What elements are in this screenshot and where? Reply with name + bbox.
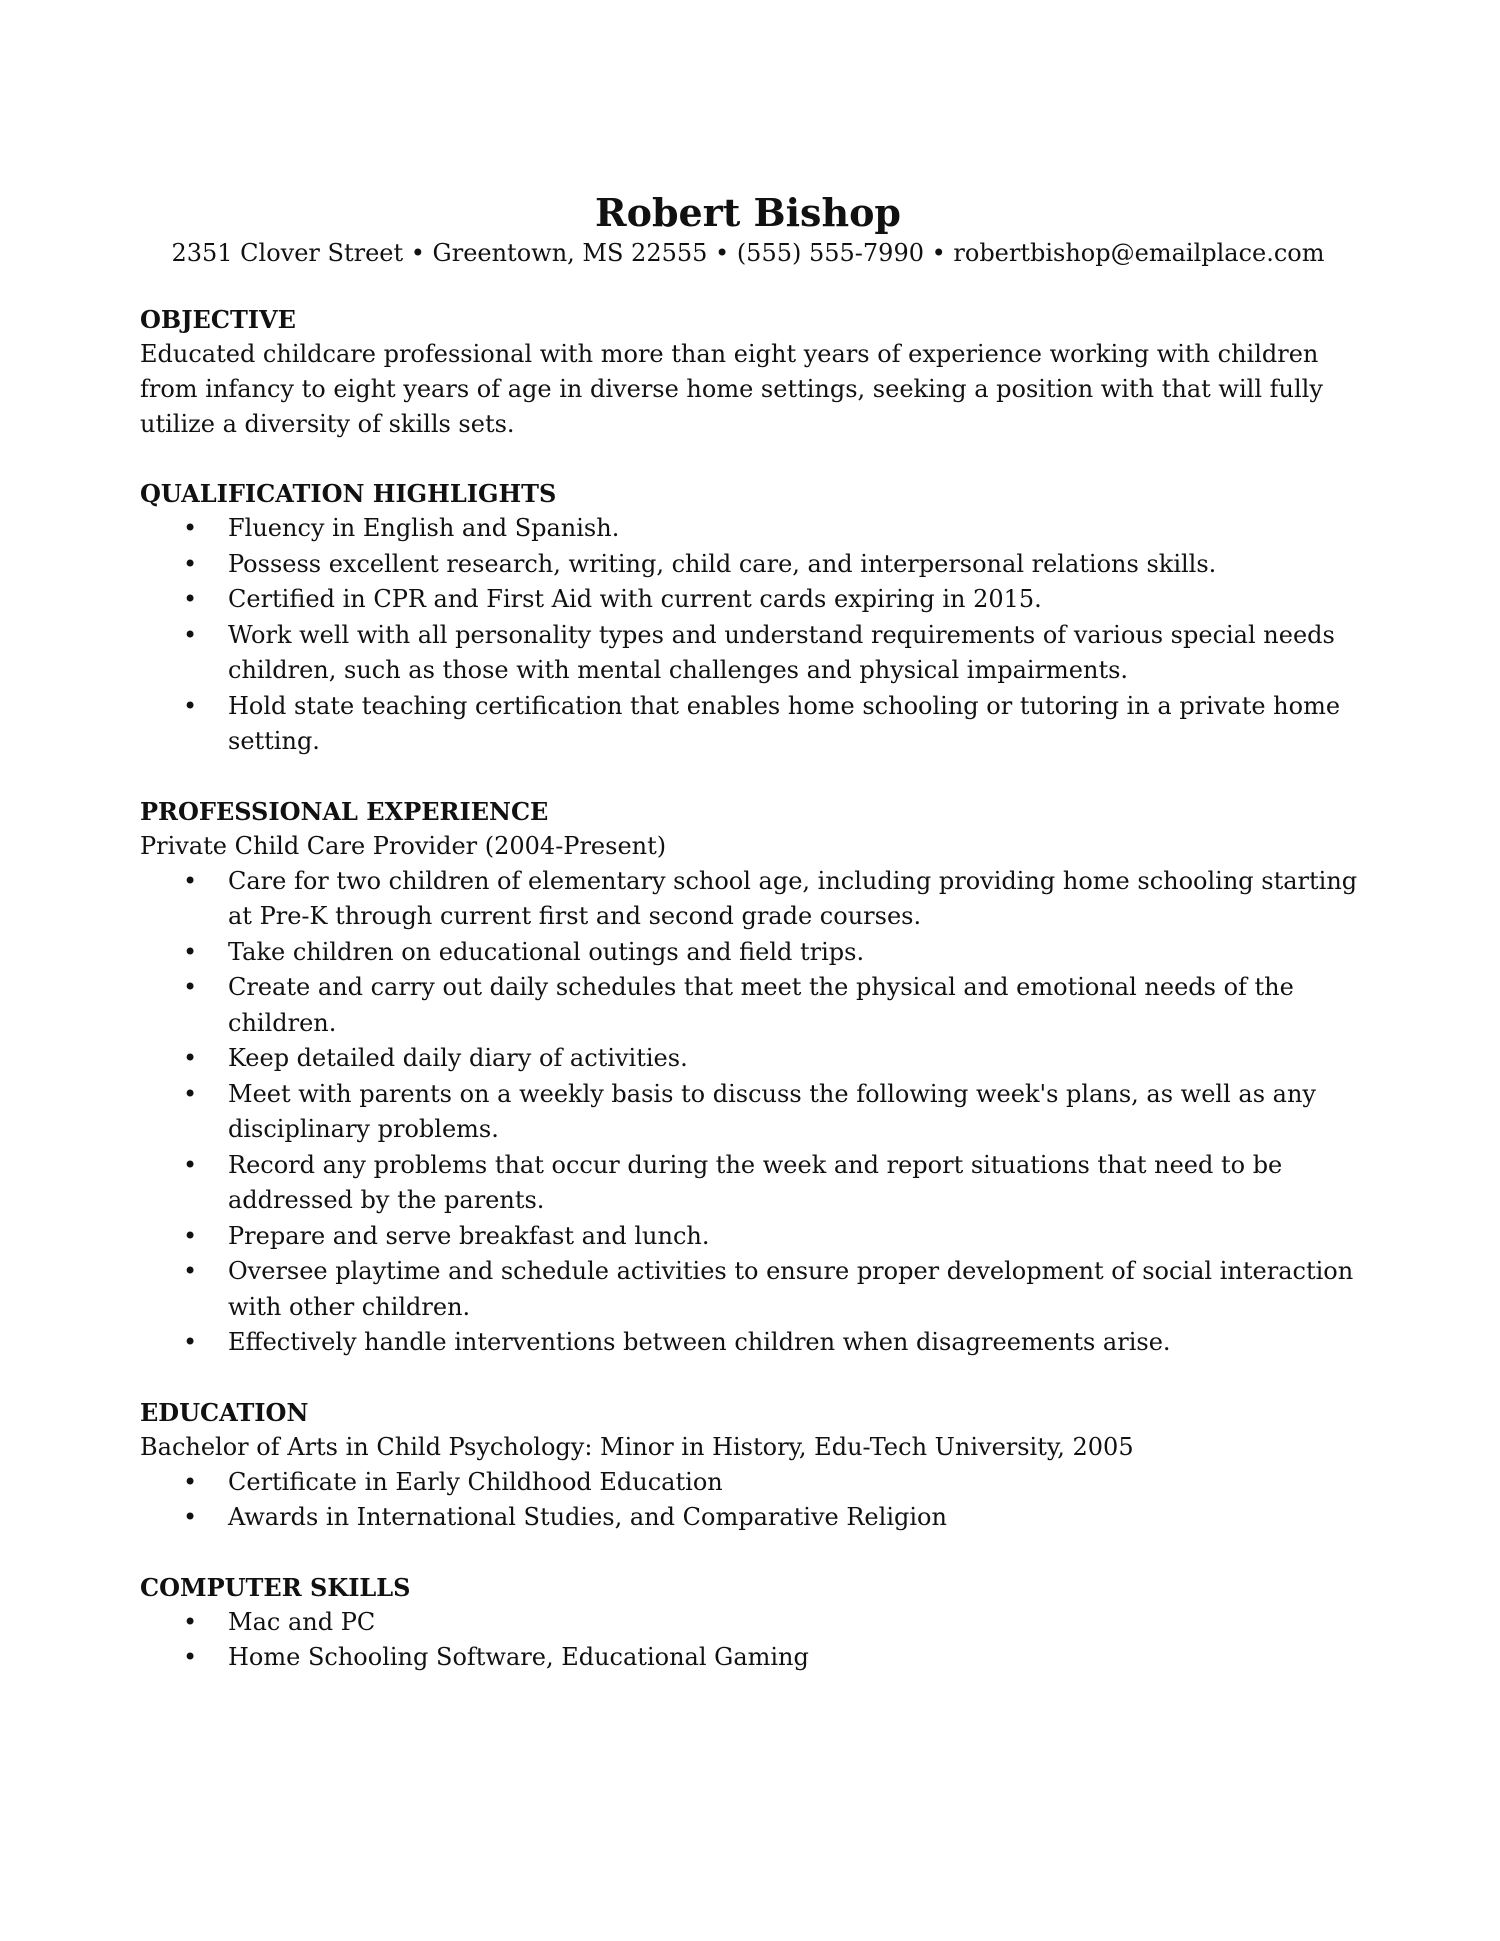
list-item: • Certified in CPR and First Aid with current cards expiring in 2015. [140,582,1378,618]
bullet-icon: • [183,866,198,895]
bullet-icon: • [183,1044,198,1072]
bullet-icon: • [183,514,198,542]
computer-skills-heading: COMPUTER SKILLS [140,1572,411,1602]
experience-role: Private Child Care Provider (2004-Present) [140,831,667,860]
education-degree: Bachelor of Arts in Child Psychology: Minor in History, Edu-Tech University, 2005 [140,1432,1134,1461]
list-item: • Oversee playtime and schedule activities to ensure proper development of social interaction with other children. [140,1254,1378,1325]
list-item: • Possess excellent research, writing, child care, and interpersonal relations skills. [140,547,1378,583]
resume-page [140,190,1380,1710]
objective-heading: OBJECTIVE [140,305,296,334]
bullet-icon: • [183,1150,198,1179]
bullet-icon: • [183,691,198,720]
bullet-icon: • [183,937,198,966]
list-item: • Fluency in English and Spanish. [140,511,1378,547]
bullet-icon: • [183,1328,198,1356]
bullet-icon: • [183,1503,198,1531]
education-section [140,1395,1380,1536]
bullet-icon: • [183,1467,198,1496]
bullet-icon: • [183,620,198,649]
computer-skills-list [140,1605,1380,1676]
bullet-icon: • [183,1607,198,1636]
experience-section [140,794,1380,1361]
list-item: • Take children on educational outings and field trips. [140,935,1378,971]
bullet-icon: • [183,1221,198,1250]
list-item: • Mac and PC [140,1605,1378,1641]
education-heading: EDUCATION [140,1397,309,1427]
list-item: • Care for two children of elementary school age, including providing home schooling starting at Pre-K through current first and second grade courses. [140,864,1378,935]
bullet-icon: • [183,1079,198,1108]
education-list [140,1465,1380,1536]
bullet-icon: • [183,1643,198,1671]
qualifications-list [140,511,1380,760]
list-item: • Home Schooling Software, Educational Gaming [140,1640,1378,1676]
bullet-icon: • [183,1257,198,1285]
list-item: • Keep detailed daily diary of activities. [140,1041,1378,1077]
objective-text: Educated childcare professional with more than eight years of experience working with children from infancy to eight years of age in diverse home settings, seeking a position with that will fully utilize a diversity of skills sets. [140,340,1323,438]
list-item: • Effectively handle interventions between children when disagreements arise. [140,1325,1378,1361]
list-item: • Awards in International Studies, and Comparative Religion [140,1500,1378,1536]
bullet-icon: • [183,549,198,578]
experience-list [140,864,1380,1361]
experience-heading: PROFESSIONAL EXPERIENCE [140,796,549,826]
resume-name: Robert Bishop [595,190,901,235]
list-item: • Prepare and serve breakfast and lunch. [140,1219,1378,1255]
computer-skills-section [140,1570,1380,1676]
list-item: • Create and carry out daily schedules that meet the physical and emotional needs of the children. [140,970,1378,1041]
qualifications-heading: QUALIFICATION HIGHLIGHTS [140,479,557,508]
objective-section [140,302,1380,442]
list-item: • Meet with parents on a weekly basis to discuss the following week's plans, as well as any disciplinary problems. [140,1077,1378,1148]
bullet-icon: • [183,585,198,613]
list-item: • Hold state teaching certification that enables home schooling or tutoring in a private home setting. [140,689,1378,760]
list-item: • Record any problems that occur during the week and report situations that need to be addressed by the parents. [140,1148,1378,1219]
qualifications-section [140,476,1380,760]
list-item: • Certificate in Early Childhood Education [140,1465,1378,1501]
bullet-icon: • [183,973,198,1001]
list-item: • Work well with all personality types and understand requirements of various special needs children, such as those with mental challenges and physical impairments. [140,618,1378,689]
contact-info: 2351 Clover Street • Greentown, MS 22555 • (555) 555-7990 • robertbishop@emailplace.com [171,239,1325,267]
